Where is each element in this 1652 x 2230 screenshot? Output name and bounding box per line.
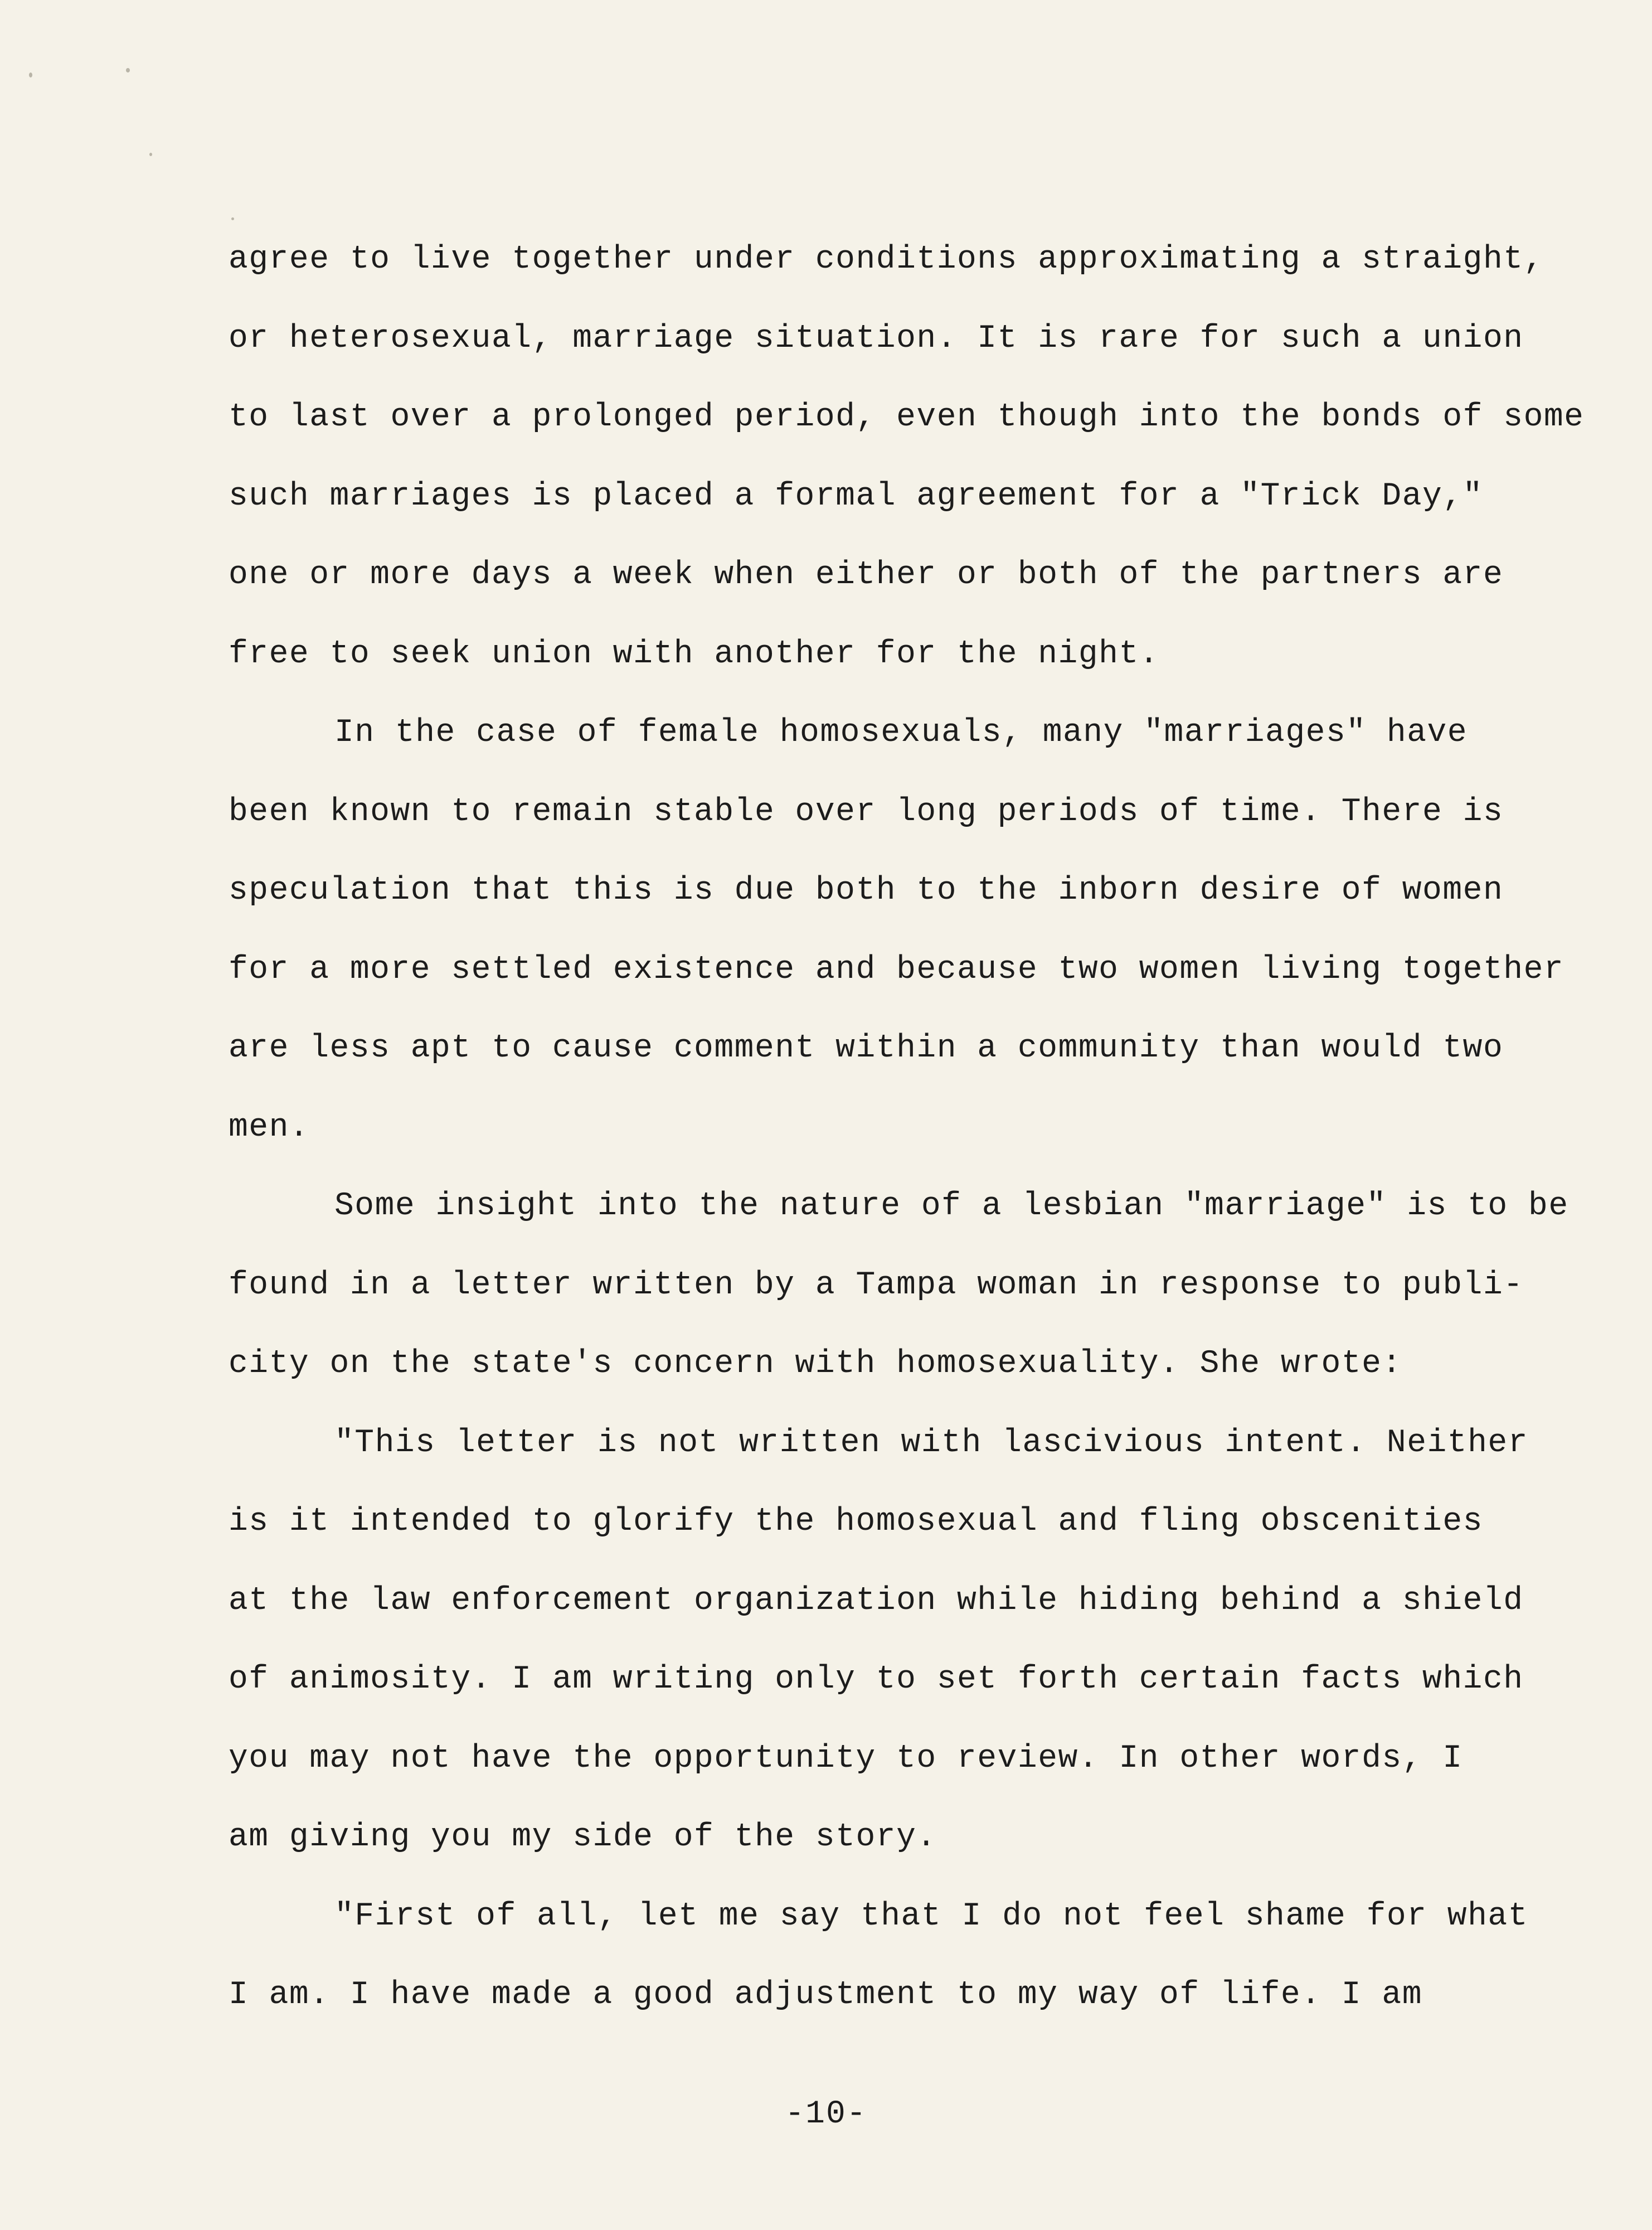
body-text [229, 220, 1611, 2035]
text-line: found in a letter written by a Tampa woman in response to publi- [229, 1267, 1524, 1303]
text-line: speculation that this is due both to the inborn desire of women [229, 872, 1504, 909]
text-line: agree to live together under conditions approximating a straight, [229, 241, 1544, 278]
text-line: "First of all, let me say that I do not feel shame for what [334, 1898, 1529, 1935]
text-line: or heterosexual, marriage situation. It is rare for such a union [229, 320, 1524, 357]
paper-speck [149, 153, 152, 156]
text-line: of animosity. I am writing only to set forth certain facts which [229, 1661, 1524, 1698]
text-line: free to seek union with another for the night. [229, 636, 1160, 672]
text-line: you may not have the opportunity to review. In other words, I [229, 1740, 1463, 1777]
paper-speck [126, 68, 130, 72]
text-line: I am. I have made a good adjustment to my way of life. I am [229, 1977, 1423, 2013]
page-number: -10- [785, 2096, 867, 2132]
text-line: are less apt to cause comment within a community than would two [229, 1030, 1504, 1066]
text-line: am giving you my side of the story. [229, 1819, 937, 1855]
text-line: is it intended to glorify the homosexual and fling obscenities [229, 1504, 1483, 1540]
text-line: In the case of female homosexuals, many "marriages" have [334, 715, 1468, 751]
text-line: Some insight into the nature of a lesbian "marriage" is to be [334, 1188, 1569, 1224]
text-line: "This letter is not written with lascivious intent. Neither [334, 1424, 1529, 1461]
text-line: for a more settled existence and because two women living together [229, 951, 1564, 988]
text-line: one or more days a week when either or both of the partners are [229, 557, 1504, 593]
text-line: such marriages is placed a formal agreement for a "Trick Day," [229, 478, 1483, 515]
text-line: been known to remain stable over long periods of time. There is [229, 793, 1504, 830]
text-line: at the law enforcement organization while hiding behind a shield [229, 1582, 1524, 1619]
text-line: men. [229, 1109, 310, 1146]
paper-speck [29, 72, 32, 77]
text-line: city on the state's concern with homosexuality. She wrote: [229, 1346, 1402, 1382]
text-line: to last over a prolonged period, even though into the bonds of some [229, 399, 1585, 435]
